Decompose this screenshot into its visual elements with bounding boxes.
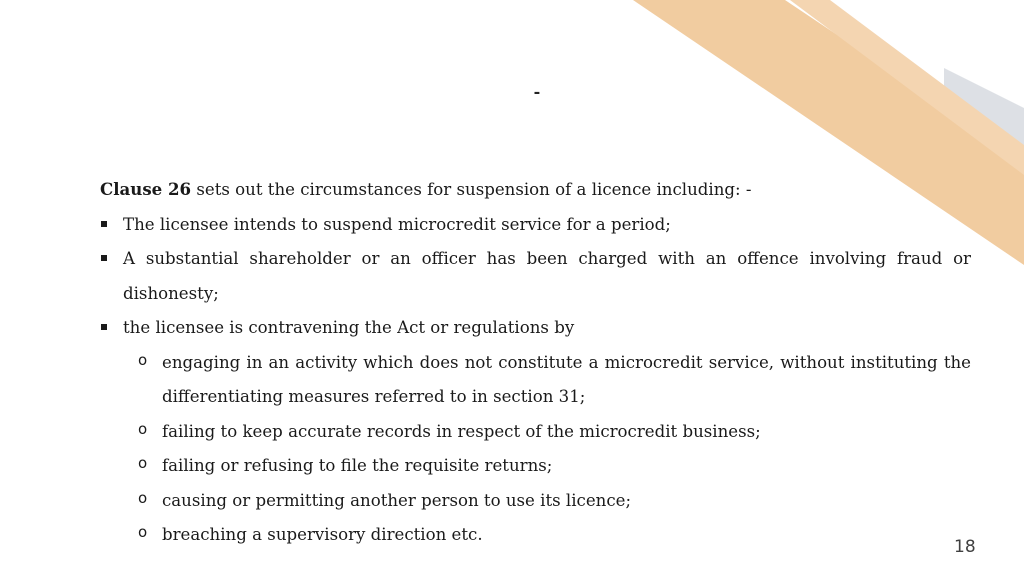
bullet-item (100, 242, 971, 311)
bullet-text: A substantial shareholder or an officer has been charged with an offence involving fraud or dishonesty; (123, 249, 971, 303)
sub-bullet-text: failing to keep accurate records in respect of the microcredit business; (162, 421, 761, 441)
circle-bullet-icon: o (138, 523, 148, 541)
intro-text: sets out the circumstances for suspension of a licence including: - (191, 180, 752, 199)
intro-paragraph (100, 172, 971, 208)
slide-body (100, 172, 971, 553)
bullet-text: the licensee is contravening the Act or regulations by (123, 318, 575, 337)
circle-bullet-icon: o (138, 419, 148, 438)
square-bullet-icon (101, 221, 107, 227)
sub-bullet-text: causing or permitting another person to use its licence; (162, 490, 632, 510)
page-number: 18 (954, 537, 976, 557)
sub-bullet-item (100, 518, 971, 553)
sub-bullet-text: failing or refusing to file the requisite returns; (162, 456, 553, 475)
sub-bullet-item (100, 484, 971, 519)
circle-bullet-icon: o (138, 454, 148, 472)
circle-bullet-icon: o (138, 488, 148, 507)
bullet-text: The licensee intends to suspend microcredit service for a period; (123, 214, 671, 234)
sub-bullet-text: breaching a supervisory direction etc. (162, 525, 483, 544)
bullet-list (100, 208, 971, 346)
circle-bullet-icon: o (138, 350, 148, 369)
sub-bullet-list (100, 346, 971, 553)
sub-bullet-item (100, 415, 971, 450)
square-bullet-icon (101, 255, 107, 261)
sub-bullet-text: engaging in an activity which does not constitute a microcredit service, without instituting the differentiating measures referred to in section 31; (162, 352, 971, 406)
slide-title: - (533, 82, 541, 101)
intro-bold: Clause 26 (100, 179, 192, 199)
bullet-item (100, 311, 971, 346)
bullet-item (100, 208, 971, 243)
square-bullet-icon (101, 324, 107, 330)
sub-bullet-item (100, 449, 971, 484)
sub-bullet-item (100, 346, 971, 415)
